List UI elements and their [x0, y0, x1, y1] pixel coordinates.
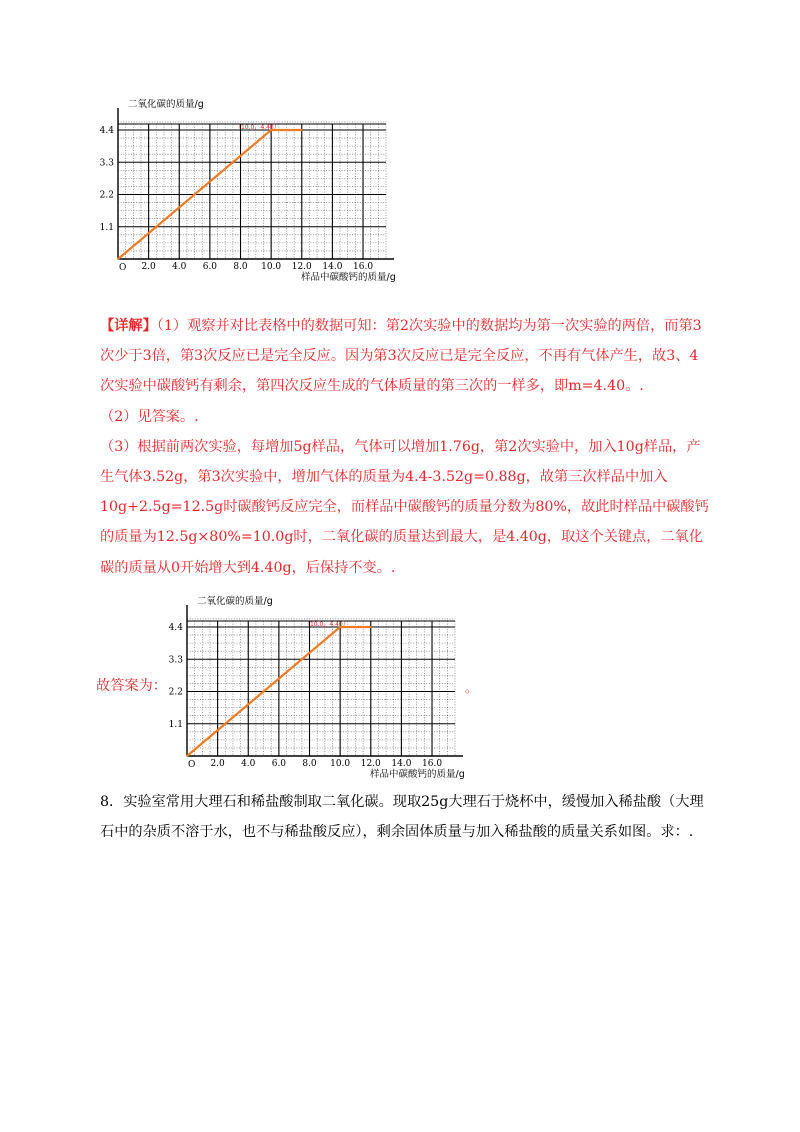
data-point — [117, 258, 119, 260]
x-tick-label: 10.0 — [330, 759, 351, 769]
explanation-label: 【详解】 — [100, 318, 157, 334]
y-axis-title: 二氧化碳的质量/g — [128, 99, 204, 110]
grid — [187, 619, 455, 756]
explanation-block — [100, 311, 710, 583]
x-tick-label: 16.0 — [422, 759, 443, 769]
chart-svg — [100, 95, 400, 285]
origin-label: O — [119, 263, 127, 273]
explanation-part-3: （3）根据前两次实验，每增加5g样品，气体可以增加1.76g，第2次实验中，加入10g样品，产生气体3.52g，第3次实验中，增加气体的质量为4.4-3.52g=0.88g，故第三次样品中加入10g+2.5g=12.5g时碳酸钙反应完全，而样品中碳酸钙的质量分数为80%，故此时样品中碳酸钙的质量为12.5g×80%=10.0g时，二氧化碳的质量达到最大，是4.40g，取这个关键点，二氧化碳的质量从0开始增大到4.40g，后保持不变。. — [100, 438, 709, 576]
explanation-part-1 — [100, 311, 710, 402]
explanation-part-2: （2）见答案。. — [100, 408, 199, 425]
question-8 — [100, 787, 710, 848]
y-tick-label: 1.1 — [168, 719, 183, 730]
co2-mass-chart-1 — [100, 95, 400, 285]
y-tick-label: 4.4 — [168, 623, 183, 633]
x-tick-label: 2.0 — [210, 759, 225, 769]
point-annotation: （10.0，4.40） — [303, 621, 349, 628]
co2-mass-chart-2 — [169, 592, 469, 782]
x-tick-label: 12.0 — [360, 759, 381, 769]
x-tick-label: 14.0 — [322, 262, 343, 272]
data-point — [370, 626, 372, 628]
x-tick-label: 10.0 — [261, 262, 282, 272]
x-tick-label: 4.0 — [172, 262, 187, 272]
x-axis-title: 样品中碳酸钙的质量/g — [370, 769, 465, 780]
chart-svg — [169, 592, 469, 782]
y-tick-label: 1.1 — [99, 222, 114, 233]
answer-label: 故答案为： — [96, 678, 167, 694]
x-tick-label: 16.0 — [353, 262, 374, 272]
grid — [118, 122, 386, 259]
origin-label: O — [188, 760, 196, 770]
x-tick-label: 12.0 — [291, 262, 312, 272]
data-point — [186, 755, 188, 757]
y-tick-label: 2.2 — [99, 190, 114, 201]
x-tick-label: 4.0 — [241, 759, 256, 769]
x-tick-label: 2.0 — [141, 262, 156, 272]
answer-end-mark: 。 — [465, 681, 478, 695]
explanation-text-1: （1）观察并对比表格中的数据可知：第2次实验中的数据均为第一次实验的两倍，而第3次少于3倍，第3次反应已是完全反应。因为第3次反应已是完全反应，不再有气体产生，故3、4次实验中碳酸钙有剩余，第四次反应生成的气体质量的第三次的一样多，即m=4.40。. — [100, 318, 702, 395]
x-tick-label: 14.0 — [391, 759, 412, 769]
x-tick-label: 8.0 — [233, 262, 248, 272]
y-tick-label: 2.2 — [168, 687, 183, 698]
x-tick-label: 6.0 — [202, 262, 218, 272]
point-annotation: （10.0，4.40） — [234, 124, 280, 131]
x-tick-label: 6.0 — [271, 759, 287, 769]
y-tick-label: 4.4 — [99, 126, 114, 136]
question-8-text: 8．实验室常用大理石和稀盐酸制取二氧化碳。现取25g大理石于烧杯中，缓慢加入稀盐酸（大理石中的杂质不溶于水，也不与稀盐酸反应），剩余固体质量与加入稀盐酸的质量关系如图。求：. — [100, 794, 704, 841]
data-point — [301, 129, 303, 131]
y-axis-title: 二氧化碳的质量/g — [197, 596, 273, 607]
x-tick-label: 8.0 — [302, 759, 317, 769]
y-tick-label: 3.3 — [168, 655, 183, 666]
x-axis-title: 样品中碳酸钙的质量/g — [301, 272, 396, 283]
y-tick-label: 3.3 — [99, 158, 114, 169]
